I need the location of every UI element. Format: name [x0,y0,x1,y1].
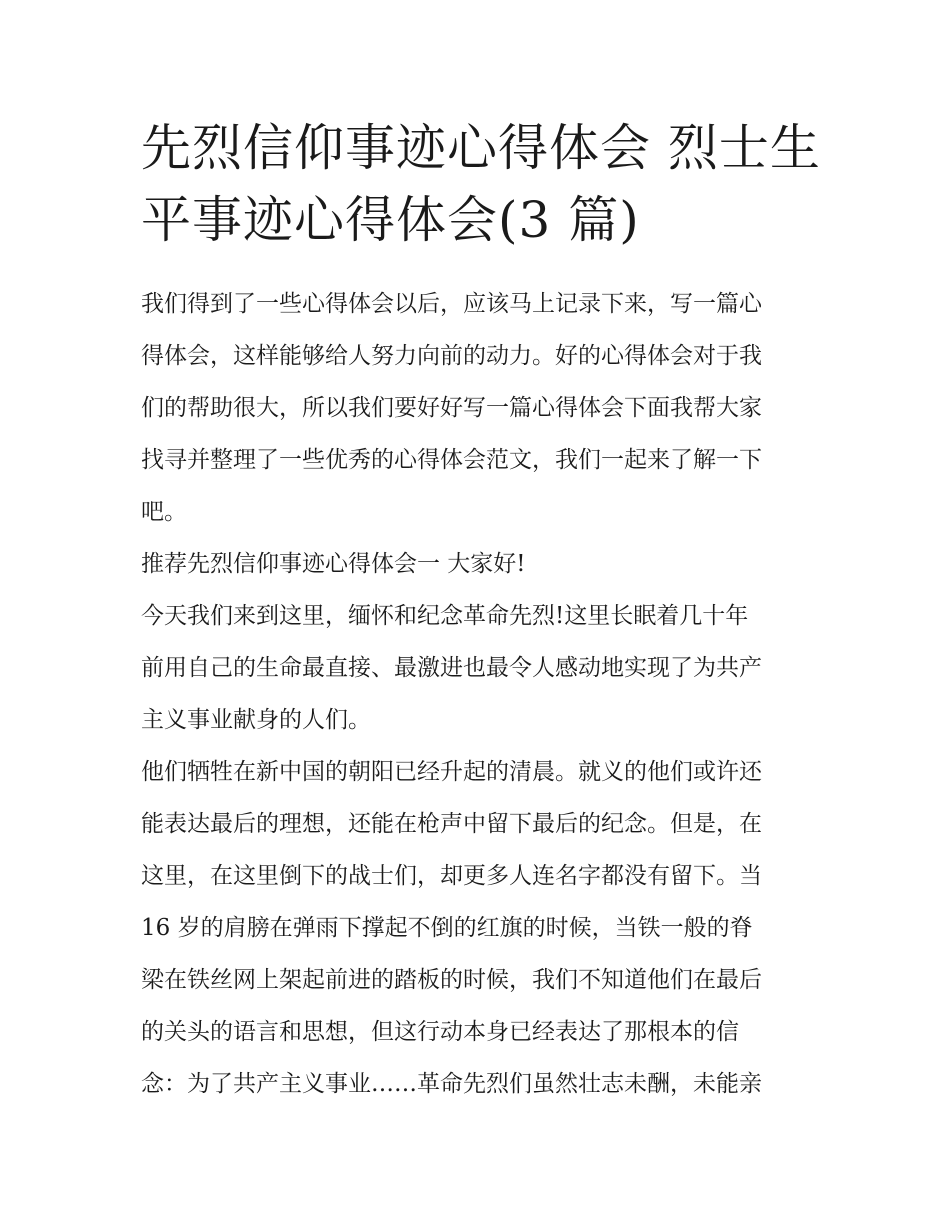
text-line: 推荐先烈信仰事迹心得体会一 大家好! [141,551,526,577]
text-line: 前用自己的生命最直接、最激进也最令人感动地实现了为共产 [141,655,762,681]
text-line: 我们得到了一些心得体会以后，应该马上记录下来，写一篇心 [141,291,762,317]
text-line: 他们牺牲在新中国的朝阳已经升起的清晨。就义的他们或许还 [141,759,762,785]
text-line: 梁在铁丝网上架起前进的踏板的时候，我们不知道他们在最后 [141,967,762,993]
document-title [141,112,821,256]
title-line: 先烈信仰事迹心得体会 烈士生 [141,119,821,177]
text-line: 能表达最后的理想，还能在枪声中留下最后的纪念。但是，在 [141,811,762,837]
text-line: 16 岁的肩膀在弹雨下撑起不倒的红旗的时候，当铁一般的脊 [141,915,753,941]
text-line: 这里，在这里倒下的战士们，却更多人连名字都没有留下。当 [141,863,762,889]
text-line: 的关头的语言和思想，但这行动本身已经表达了那根本的信 [141,1019,739,1045]
text-line: 们的帮助很大，所以我们要好好写一篇心得体会下面我帮大家 [141,395,762,421]
document-page [141,112,821,1110]
text-line: 找寻并整理了一些优秀的心得体会范文，我们一起来了解一下 [141,447,762,473]
paragraph-intro [141,278,813,538]
paragraph-heading [141,538,813,590]
text-line: 吧。 [141,499,187,525]
text-line: 得体会，这样能够给人努力向前的动力。好的心得体会对于我 [141,343,762,369]
paragraph-2 [141,746,813,1110]
text-line: 念：为了共产主义事业……革命先烈们虽然壮志未酬，未能亲 [141,1071,762,1097]
paragraph-1 [141,590,813,746]
title-line: 平事迹心得体会(3 篇) [141,191,640,249]
text-line: 今天我们来到这里，缅怀和纪念革命先烈!这里长眠着几十年 [141,603,749,629]
document-body [141,278,813,1110]
text-line: 主义事业献身的人们。 [141,707,371,733]
